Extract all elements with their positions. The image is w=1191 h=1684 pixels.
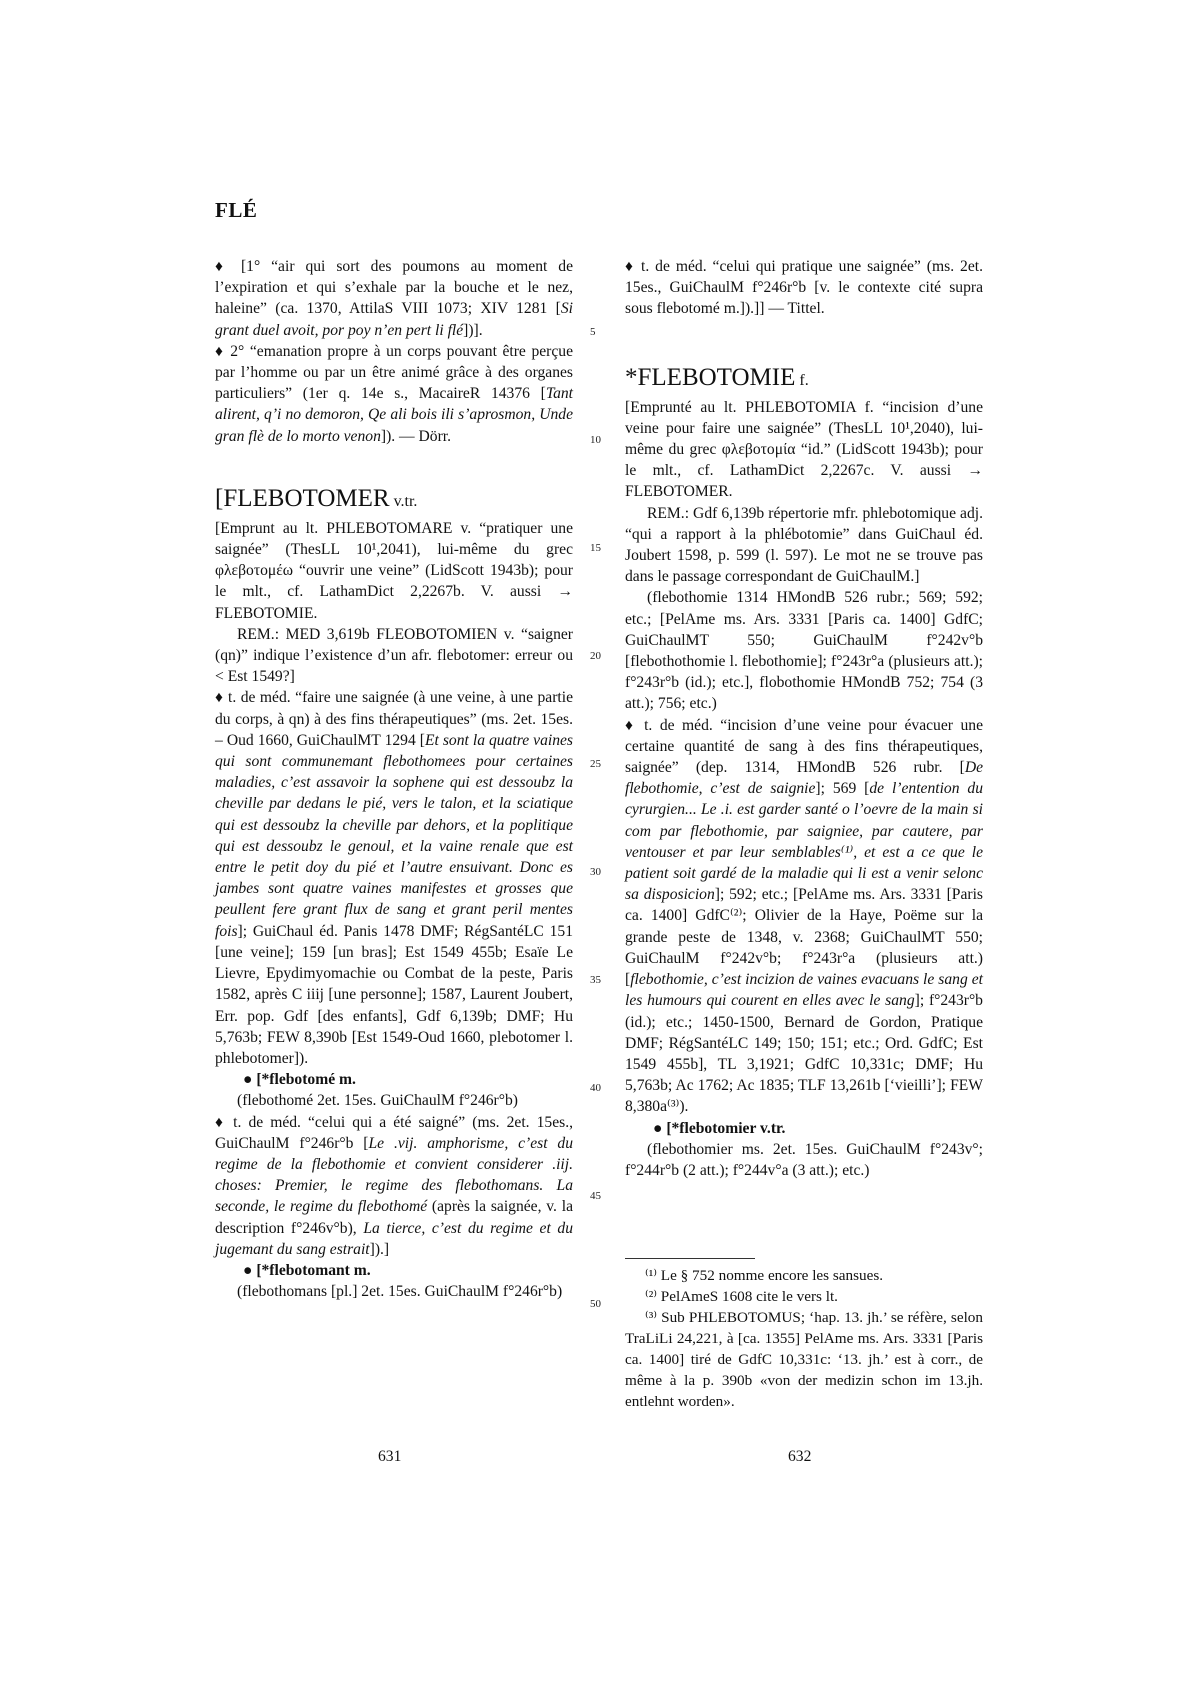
- running-head: FLÉ: [215, 198, 258, 222]
- lemma-flebotomer: [FLEBOTOMER v.tr.: [215, 484, 418, 512]
- page-number-right: 632: [788, 1448, 812, 1465]
- remark-flebotomer: REM.: MED 3,619b FLEOBOTOMIEN v. “saigner (qn)” indique l’existence d’un afr. flebotomer: erreur ou < Est 1549?]: [215, 625, 573, 686]
- attestation-flebotome: (flebothomé 2et. 15es. GuiChaulM f°246r°b): [237, 1092, 518, 1110]
- right-column: [625, 256, 983, 1181]
- sublemma-flebotome: ● [*flebotomé m.: [243, 1071, 356, 1089]
- attestation-flebotomie: (flebothomie 1314 HMondB 526 rubr.; 569; 592; etc.; [PelAme ms. Ars. 3331 [Paris ca. 1400] GdfC; GuiChaulMT 550; GuiChaulM f°242v°b [flebothothomie l. flebothomie]; f°243r°a (plusieurs att.); f°243r°b (id.); etc.], flobothomie HMondB 752; 754 (3 att.); 756; etc.): [625, 589, 983, 713]
- attestation-flebotomier: (flebothomier ms. 2et. 15es. GuiChaulM f°243v°; f°244r°b (2 att.); f°244v°a (3 att.); etc.): [625, 1140, 983, 1179]
- line-number: 30: [590, 866, 601, 878]
- etymology-flebotomer: [Emprunt au lt. PHLEBOTOMARE v. “pratiquer une saignée” (ThesLL 10¹,2041), lui-même du grec φλεβοτομέω “ouvrir une veine” (LidScott 1943b); pour le mlt., cf. LathamDict 2,2267b. V. aussi → FLEBOTOMIE.: [215, 519, 573, 622]
- definition-flebotomer: ♦ t. de méd. “faire une saignée (à une veine, à une partie du corps, à qn) à des fins thérapeutiques” (ms. 2et. 15es. – Oud 1660, GuiChaulMT 1294 [Et sont la quatre vaines qui sont communemant flebothomees pour certaines maladies, c’est assavoir la sophene qui est dessoubz la cheville par dedans le pié, vers le talon, et la sciatique qui est dessoubz la cheville par dehors, et la poplitique qui est dessoubz le genoul, et la vaine renale que est entre le petit doy du pié et l’autre ensuivant. Donc es jambes sont quatre vaines manifestes et grosses que peullent fere grant flux de sang et grant peril mentes fois]; GuiChaul éd. Panis 1478 DMF; RégSantéLC 151 [une veine]; 159 [un bras]; Est 1549 455b; Esaïe Le Lievre, Epydimyomachie ou Combat de la peste, Paris 1582, après C iiij [une personne]; 1587, Laurent Joubert, Err. pop. Gdf [des enfants], Gdf 6,139b; DMF; Hu 5,763b; FEW 8,390b [Est 1549-Oud 1660, plebotomer l. phlebotomer]).: [215, 689, 574, 1067]
- line-number: 10: [590, 434, 601, 446]
- line-number: 50: [590, 1298, 601, 1310]
- footnotes: [625, 1258, 983, 1412]
- line-number: 15: [590, 542, 601, 554]
- page-number-left: 631: [378, 1448, 402, 1465]
- sublemma-flebotomant: ● [*flebotomant m.: [243, 1261, 371, 1279]
- line-number: 40: [590, 1082, 601, 1094]
- footnote-2: ⁽²⁾ PelAmeS 1608 cite le vers lt.: [645, 1288, 838, 1305]
- lemma-flebotomie: *FLEBOTOMIE f.: [625, 363, 809, 391]
- remark-flebotomie: REM.: Gdf 6,139b répertorie mfr. phlebotomique adj. “qui a rapport à la phlébotomie” dans GuiChaul éd. Joubert 1598, p. 599 (l. 597). Le mot ne se trouve pas dans le passage correspondant de GuiChaulM.]: [625, 504, 983, 586]
- left-column: [215, 256, 573, 1302]
- sense-2: ♦ 2° “emanation propre à un corps pouvant être perçue par l’homme ou par un être animé grâce à des organes particuliers” (1er q. 14e s., MacaireR 14376 [Tant alirent, q’i no demoron, Qe ali bois ili s’aprosmon, Unde gran flè de lo morto venon]). — Dörr.: [215, 342, 573, 445]
- line-number: 20: [590, 650, 601, 662]
- footnote-3: ⁽³⁾ Sub PHLEBOTOMUS; ‘hap. 13. jh.’ se réfère, selon TraLiLi 24,221, à [ca. 1355] PelAme ms. Ars. 3331 [Paris ca. 1400] tiré de GdfC 10,331c: ‘13. jh.’ est à corr., de même à la p. 390b «von der medizin schon im 13.jh. entlehnt worden».: [625, 1309, 983, 1410]
- definition-flebotomant: ♦ t. de méd. “celui qui pratique une saignée” (ms. 2et. 15es., GuiChaulM f°246r°b [v. le contexte cité supra sous flebotomé m.]).]] — Tittel.: [625, 258, 983, 318]
- line-number: 45: [590, 1190, 601, 1202]
- definition-flebotome: ♦ t. de méd. “celui qui a été saigné” (ms. 2et. 15es., GuiChaulM f°246r°b [Le .vij. amphorisme, c’est du regime de la flebothomie et convient considerer .iij. choses: Premier, le regime des flebothomans. La seconde, le regime du flebothomé (après la saignée, v. la description f°246v°b), La tierce, c’est du regime et du jugemant du sang estrait]).]: [215, 1113, 574, 1258]
- line-number: 25: [590, 758, 601, 770]
- footnote-1: ⁽¹⁾ Le § 752 nomme encore les sansues.: [645, 1267, 884, 1284]
- sense-1: ♦ [1° “air qui sort des poumons au moment de l’expiration et qui s’exhale par la bouche et le nez, haleine” (ca. 1370, AttilaS VIII 1073; XIV 1281 [Si grant duel avoit, por poy n’en pert li flé])].: [215, 258, 573, 339]
- line-number: 35: [590, 974, 601, 986]
- definition-flebotomie: ♦ t. de méd. “incision d’une veine pour évacuer une certaine quantité de sang à des fins thérapeutiques, saignée” (dep. 1314, HMondB 526 rubr. [De flebothomie, c’est de saignie]; 569 [de l’entention du cyrurgien... Le .i. est garder santé o l’oevre de la main si com par flebothomie, par saigniee, par cautere, par ventouser et par leur semblables⁽¹⁾, et est a ce que le patient soit gardé de la maladie qui li est a venir selonc sa disposicion]; 592; etc.; [PelAme ms. Ars. 3331 [Paris ca. 1400] GdfC⁽²⁾; Olivier de la Haye, Poëme sur la grande peste de 1348, v. 2368; GuiChaulMT 550; GuiChaulM f°242v°b; f°243r°a (plusieurs att.) [flebothomie, c’est incizion de vaines evacuans le sang et les humours qui courent en elles avec le sang]; f°243r°b (id.); etc.; 1450-1500, Bernard de Gordon, Pratique DMF; RégSantéLC 149; 150; 151; etc.; Ord. GdfC; Est 1549 455b], TL 3,1921; GdfC 10,331c; DMF; Hu 5,763b; Ac 1762; Ac 1835; TLF 13,261b [‘vieilli’]; FEW 8,380a⁽³⁾).: [625, 716, 983, 1116]
- sublemma-flebotomier: ● [*flebotomier v.tr.: [653, 1119, 786, 1137]
- line-number: 5: [590, 326, 596, 338]
- footnote-rule: [625, 1258, 755, 1259]
- attestation-flebotomant: (flebothomans [pl.] 2et. 15es. GuiChaulM f°246r°b): [237, 1283, 563, 1301]
- etymology-flebotomie: [Emprunté au lt. PHLEBOTOMIA f. “incision d’une veine pour faire une saignée” (ThesLL 10¹,2040), lui-même du grec φλεβοτομία “id.” (LidScott 1943b); pour le mlt., cf. LathamDict 2,2267c. V. aussi → FLEBOTOMER.: [625, 398, 983, 501]
